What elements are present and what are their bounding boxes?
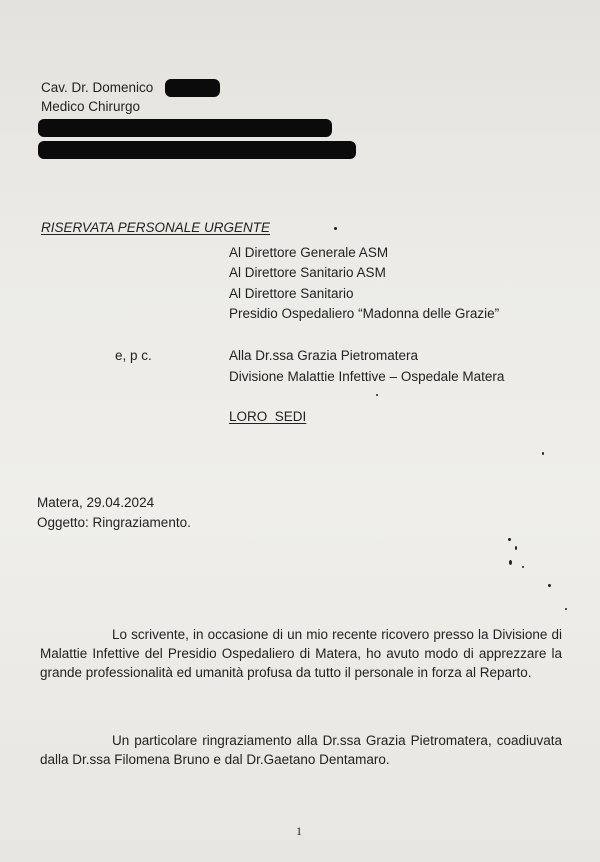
paper-speck: [522, 566, 524, 568]
loro-sedi: LORO SEDI: [229, 409, 307, 424]
cc-recipient-line: Divisione Malattie Infettive – Ospedale Matera: [229, 369, 505, 384]
cc-label: e, p c.: [115, 348, 152, 363]
body-paragraph-2-text: Un particolare ringraziamento alla Dr.ssa Grazia Pietromatera, coadiuvata dalla Dr.ssa Filomena Bruno e dal Dr.Gaetano Dentamaro.: [40, 733, 562, 767]
recipient-line: Al Direttore Sanitario ASM: [229, 265, 386, 280]
body-paragraph-1: [40, 625, 562, 682]
paper-speck: [334, 227, 337, 230]
paper-speck: [542, 452, 544, 455]
redaction-address-line-2: [38, 141, 356, 159]
paper-speck: [515, 546, 517, 550]
redaction-address-line-1: [38, 119, 332, 137]
page-number: 1: [296, 824, 302, 838]
paper-speck: [548, 584, 551, 587]
sender-name: Cav. Dr. Domenico: [41, 80, 154, 95]
subject-line: Oggetto: Ringraziamento.: [37, 515, 191, 530]
paper-speck: [565, 608, 567, 610]
redaction-surname: [165, 79, 220, 97]
paper-speck: [509, 560, 512, 565]
body-paragraph-2: [40, 731, 562, 769]
confidential-heading: RISERVATA PERSONALE URGENTE: [41, 220, 271, 235]
place-date: Matera, 29.04.2024: [37, 495, 155, 510]
cc-recipient-line: Alla Dr.ssa Grazia Pietromatera: [229, 348, 419, 363]
paper-speck: [376, 394, 378, 396]
recipient-line: Al Direttore Sanitario: [229, 286, 354, 301]
paper-speck: [508, 538, 511, 541]
sender-title: Medico Chirurgo: [41, 99, 141, 114]
recipient-line: Al Direttore Generale ASM: [229, 245, 389, 260]
body-paragraph-1-text: Lo scrivente, in occasione di un mio recente ricovero presso la Divisione di Malattie Infettive del Presidio Ospedaliero di Matera, ho avuto modo di apprezzare la grande professionalità ed umanità profusa da tutto il personale in forza al Reparto.: [40, 627, 562, 680]
recipient-line: Presidio Ospedaliero “Madonna delle Grazie”: [229, 306, 500, 321]
